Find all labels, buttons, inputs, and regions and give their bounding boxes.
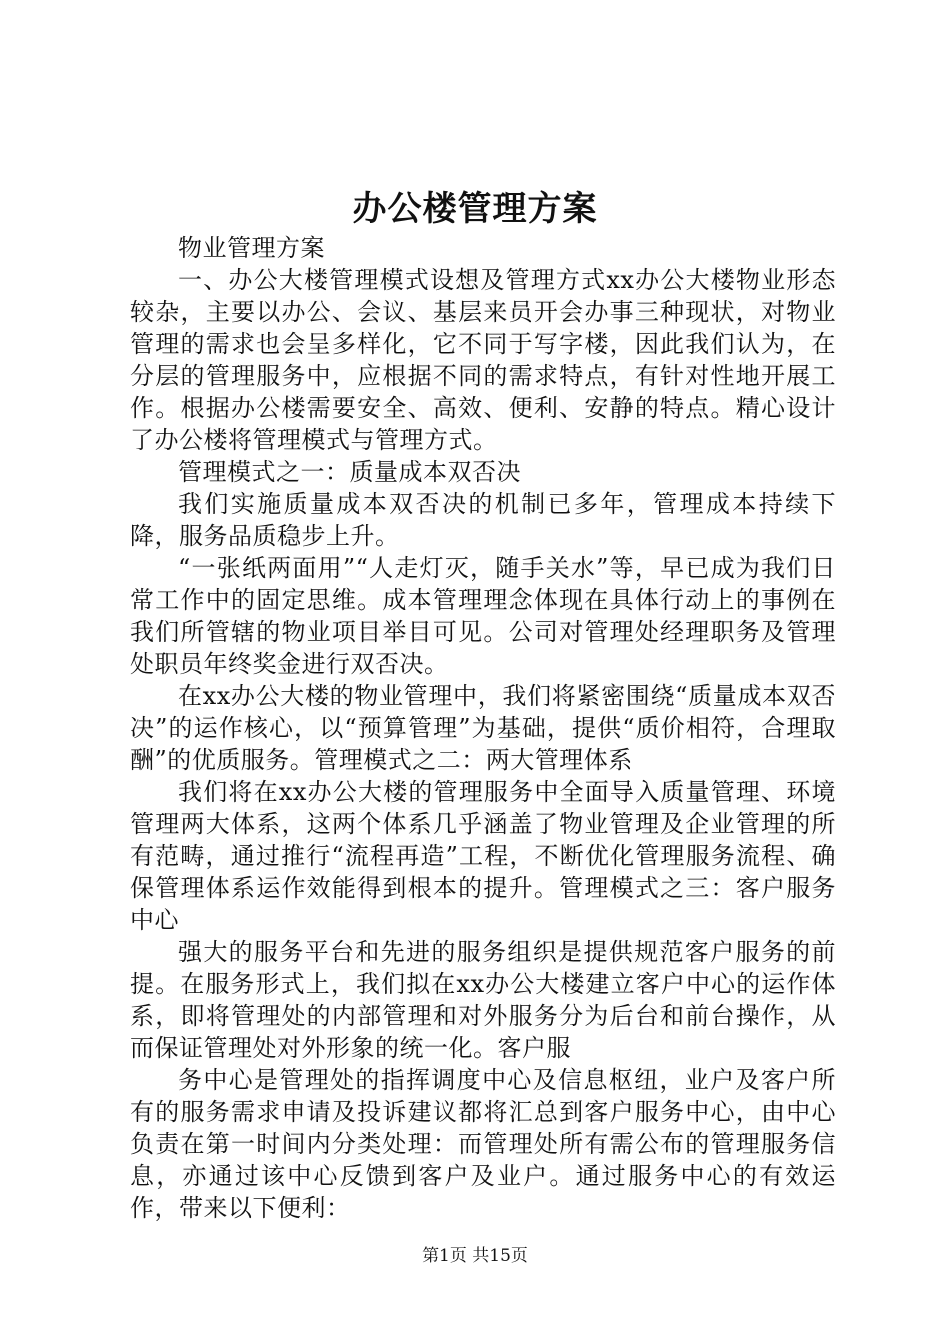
paragraph: 在xx办公大楼的物业管理中，我们将紧密围绕“质量成本双否决”的运作核心，以“预算管理”为基础，提供“质价相符，合理取酬”的优质服务。管理模式之二：两大管理体系 [130,682,836,774]
paragraph: 一、办公大楼管理模式设想及管理方式xx办公大楼物业形态较杂，主要以办公、会议、基层来员开会办事三种现状，对物业管理的需求也会呈多样化，它不同于写字楼，因此我们认为，在分层的管理服务中，应根据不同的需求特点，有针对性地开展工作。根据办公楼需要安全、高效、便利、安静的特点。精心设计了办公楼将管理模式与管理方式。 [130,266,836,454]
document-body [130,232,836,1224]
paragraph: “一张纸两面用”“人走灯灭，随手关水”等，早已成为我们日常工作中的固定思维。成本管理理念体现在具体行动上的事例在我们所管辖的物业项目举目可见。公司对管理处经理职务及管理处职员年终奖金进行双否决。 [130,554,836,678]
paragraph: 务中心是管理处的指挥调度中心及信息枢纽，业户及客户所有的服务需求申请及投诉建议都将汇总到客户服务中心，由中心负责在第一时间内分类处理：而管理处所有需公布的管理服务信息，亦通过该中心反馈到客户及业户。通过服务中心的有效运作，带来以下便利： [130,1066,836,1222]
paragraph: 我们实施质量成本双否决的机制已多年，管理成本持续下降，服务品质稳步上升。 [130,490,836,550]
document-title: 办公楼管理方案 [352,189,598,229]
paragraph: 物业管理方案 [178,234,325,262]
paragraph: 管理模式之一：质量成本双否决 [178,458,521,486]
paragraph: 我们将在xx办公大楼的管理服务中全面导入质量管理、环境管理两大体系，这两个体系几乎涵盖了物业管理及企业管理的所有范畴，通过推行“流程再造”工程，不断优化管理服务流程、确保管理体系运作效能得到根本的提升。管理模式之三：客户服务中心 [130,778,836,934]
paragraph: 强大的服务平台和先进的服务组织是提供规范客户服务的前提。在服务形式上，我们拟在xx办公大楼建立客户中心的运作体系，即将管理处的内部管理和对外服务分为后台和前台操作，从而保证管理处对外形象的统一化。客户服 [130,938,836,1062]
page-number-footer: 第1页 共15页 [422,1246,528,1266]
